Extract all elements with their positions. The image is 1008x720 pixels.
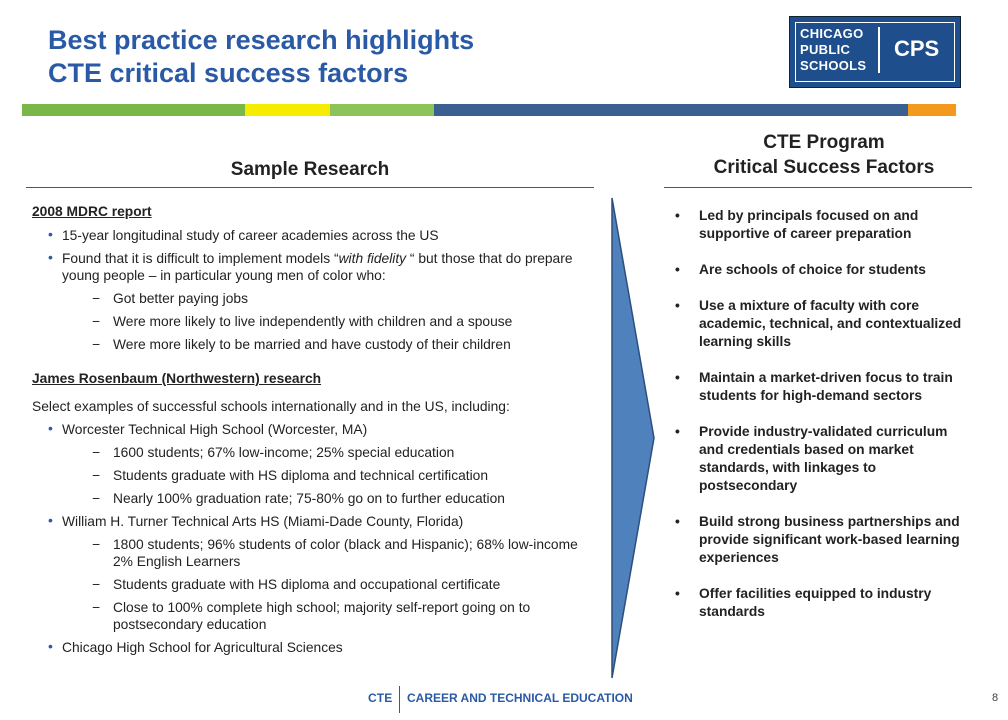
bullet-item: • Worcester Technical High School (Worcester, MA) (32, 421, 598, 438)
factor-item: • Offer facilities equipped to industry standards (675, 585, 975, 621)
stripe-segment (22, 104, 245, 116)
chevron-arrow-shape (612, 198, 654, 678)
footer-abbr: CTE (368, 691, 393, 705)
sub-bullet-item: − Students graduate with HS diploma and occupational certificate (32, 576, 598, 593)
mdrc-report-title: 2008 MDRC report (32, 204, 152, 219)
factor-item: • Build strong business partnerships and provide significant work-based learning experiences (675, 513, 975, 567)
logo-line-1: CHICAGO (800, 26, 864, 41)
sub-bullet-item: − 1800 students; 96% students of color (black and Hispanic); 68% low-income 2% English Learners (32, 536, 598, 570)
sub-bullet-item: − Nearly 100% graduation rate; 75-80% go on to further education (32, 490, 598, 507)
footer-divider (399, 686, 400, 713)
stripe-segment (434, 104, 908, 116)
sub-bullet-item: − Got better paying jobs (32, 290, 598, 307)
stripe-segment (330, 104, 434, 116)
right-column-header (664, 130, 984, 180)
right-header-rule (664, 187, 972, 188)
page-title (48, 24, 474, 90)
right-header-line-2: Critical Success Factors (713, 157, 935, 178)
logo-line-3: SCHOOLS (800, 58, 867, 73)
success-factors-list (675, 207, 975, 639)
sub-bullet-item: − Were more likely to be married and have custody of their children (32, 336, 598, 353)
factor-item: • Use a mixture of faculty with core academic, technical, and contextualized learning skills (675, 297, 975, 351)
factor-item: • Provide industry-validated curriculum and credentials based on market standards, with linkages to postsecondary (675, 423, 975, 495)
left-column-header: Sample Research (230, 159, 390, 180)
logo-divider (878, 27, 880, 73)
bullet-item: • Found that it is difficult to implement models “with fidelity “ but those that do prepare young people – in particular young men of color who: (32, 250, 598, 284)
factor-item: • Are schools of choice for students (675, 261, 975, 279)
left-header-rule (26, 187, 594, 188)
stripe-segment (245, 104, 330, 116)
bullet-item: • 15-year longitudinal study of career academies across the US (32, 227, 598, 244)
logo-line-2: PUBLIC (800, 42, 851, 57)
logo-abbr: CPS (894, 36, 940, 61)
stripe-segment (908, 104, 956, 116)
right-header-line-1: CTE Program (763, 132, 885, 153)
factor-item: • Maintain a market-driven focus to train students for high-demand sectors (675, 369, 975, 405)
sub-bullet-item: − Close to 100% complete high school; majority self-report going on to postsecondary education (32, 599, 598, 633)
sub-bullet-item: − 1600 students; 67% low-income; 25% special education (32, 444, 598, 461)
factor-item: • Led by principals focused on and supportive of career preparation (675, 207, 975, 243)
rosenbaum-research-title: James Rosenbaum (Northwestern) research (32, 371, 322, 386)
cps-logo (789, 16, 961, 88)
sub-bullet-item: − Were more likely to live independently with children and a spouse (32, 313, 598, 330)
title-line-1: Best practice research highlights (48, 25, 475, 55)
bullet-item: • Chicago High School for Agricultural Sciences (32, 639, 598, 656)
sub-bullet-item: − Students graduate with HS diploma and technical certification (32, 467, 598, 484)
title-line-2: CTE critical success factors (48, 58, 409, 88)
bullet-item: • William H. Turner Technical Arts HS (Miami-Dade County, Florida) (32, 513, 598, 530)
page-number: 8 (992, 692, 999, 704)
chevron-arrow-icon (610, 196, 656, 680)
rosenbaum-intro: Select examples of successful schools internationally and in the US, including: (32, 399, 510, 414)
sample-research-content (32, 203, 598, 662)
footer-text: CAREER AND TECHNICAL EDUCATION (407, 691, 633, 705)
